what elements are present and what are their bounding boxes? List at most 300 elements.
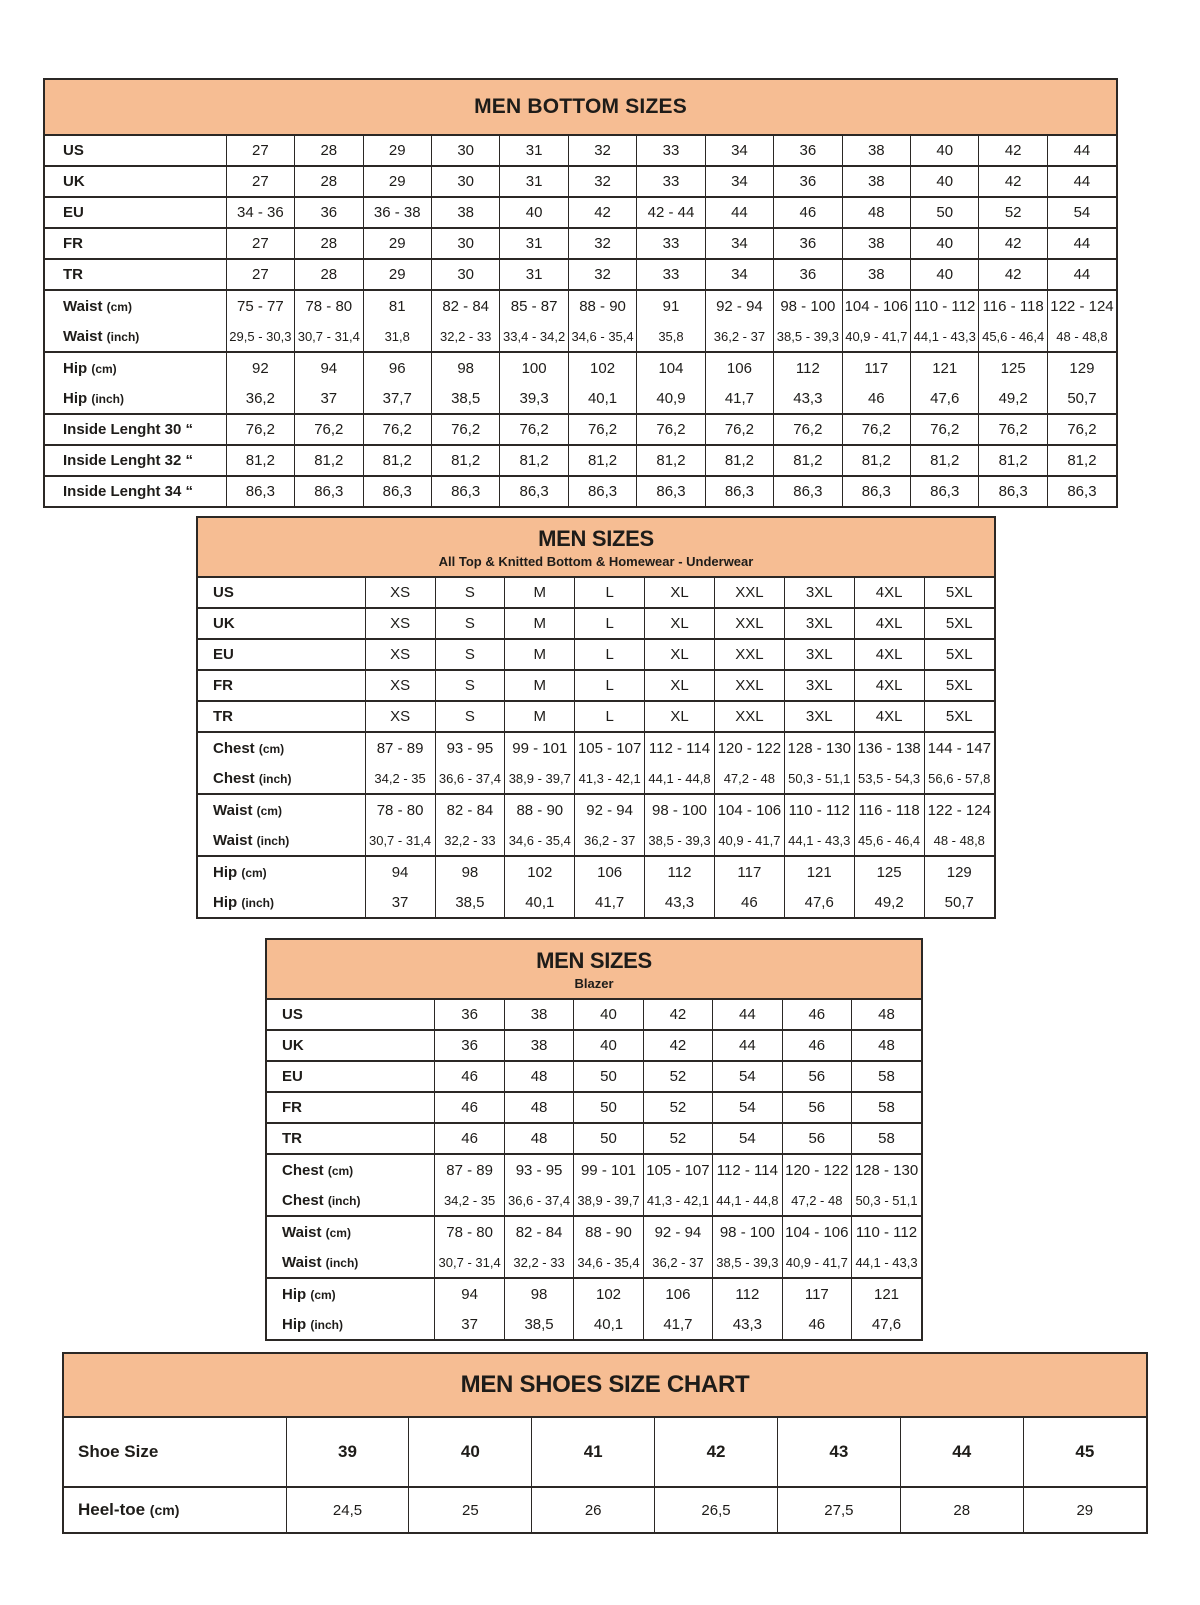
cell-value: 50,7 [924,887,994,917]
cell-value: 42 [979,166,1047,197]
cell-value: 38,5 [504,1309,573,1339]
cell-value: 76,2 [774,414,842,445]
table-row [267,1061,921,1092]
cell-value: 125 [854,856,924,887]
cell-value: 129 [924,856,994,887]
cell-value: XXL [714,639,784,670]
cell-value: 54 [713,1092,782,1123]
cell-value: 76,2 [431,414,499,445]
men-sizes-blazer-grid [267,1000,921,1339]
cell-value: 50 [574,1092,643,1123]
cell-value: 46 [782,1309,851,1339]
cell-value: 48 [504,1123,573,1154]
cell-value: 38 [842,166,910,197]
table-row [198,763,994,794]
cell-value: 56 [782,1061,851,1092]
cell-value: 43,3 [774,383,842,414]
cell-value: 86,3 [637,476,705,506]
cell-value: 44,1 - 44,8 [645,763,715,794]
cell-value: 3XL [784,578,854,608]
cell-value: 44,1 - 43,3 [852,1247,921,1278]
cell-value: 36,6 - 37,4 [504,1185,573,1216]
cell-value: 44,1 - 43,3 [784,825,854,856]
cell-value: 98 [504,1278,573,1309]
cell-value: 105 - 107 [575,732,645,763]
cell-value: 40,9 [637,383,705,414]
cell-value: 38 [504,1030,573,1061]
cell-value: 28 [900,1487,1023,1532]
cell-value: 81,2 [363,445,431,476]
table-row [267,1247,921,1278]
table-row [267,1278,921,1309]
cell-value: 40 [911,259,979,290]
cell-value: 36,2 - 37 [643,1247,712,1278]
cell-value: 92 - 94 [575,794,645,825]
table-row [45,136,1116,166]
table-row [45,321,1116,352]
cell-value: 120 - 122 [714,732,784,763]
cell-value: 87 - 89 [365,732,435,763]
cell-value: 102 [574,1278,643,1309]
cell-value: 28 [295,228,363,259]
cell-value: 98 - 100 [645,794,715,825]
cell-value: 87 - 89 [435,1154,504,1185]
cell-value: 32 [568,136,636,166]
cell-value: 100 [500,352,568,383]
cell-value: 44 [1047,259,1116,290]
row-label: Hip (inch) [213,893,275,911]
row-label: Hip (cm) [198,856,365,887]
row-label: TR [267,1123,435,1154]
cell-value: 47,2 - 48 [714,763,784,794]
cell-value: 81,2 [637,445,705,476]
cell-value: 29 [363,166,431,197]
cell-value: 26,5 [655,1487,778,1532]
cell-value: S [435,578,505,608]
cell-value: 25 [409,1487,532,1532]
cell-value: XL [645,578,715,608]
cell-value: 102 [505,856,575,887]
cell-value: 86,3 [226,476,294,506]
table-row [45,383,1116,414]
cell-value: XS [365,578,435,608]
men-sizes-top-underwear-table [196,516,996,919]
cell-value: 76,2 [1047,414,1116,445]
cell-value: 76,2 [979,414,1047,445]
cell-value: 31,8 [363,321,431,352]
men-sizes-top-underwear-body [198,578,994,917]
cell-value: 40 [911,228,979,259]
row-label: Inside Lenght 34 “ [45,476,226,506]
cell-value: 34 [705,228,773,259]
cell-value: 46 [782,1000,851,1030]
cell-value: M [505,578,575,608]
cell-value: 81,2 [568,445,636,476]
cell-value: 31 [500,228,568,259]
cell-value: 76,2 [226,414,294,445]
cell-value: 91 [637,290,705,321]
men-sizes-blazer-table [265,938,923,1341]
cell-value: 44,1 - 44,8 [713,1185,782,1216]
cell-value: 112 - 114 [645,732,715,763]
cell-value: S [435,608,505,639]
cell-value: 93 - 95 [435,732,505,763]
cell-value: M [505,608,575,639]
row-label: TR [198,701,365,732]
table-row [267,1030,921,1061]
cell-value: 28 [295,259,363,290]
cell-value: 38,5 - 39,3 [713,1247,782,1278]
table-header [198,518,994,578]
cell-value: 47,2 - 48 [782,1185,851,1216]
cell-value: 36 [435,1030,504,1061]
cell-value: 40 [500,197,568,228]
cell-value: 48 [852,1030,921,1061]
table-row [45,166,1116,197]
cell-value: 106 [705,352,773,383]
table-subtitle: Blazer [574,975,614,991]
cell-value: 88 - 90 [574,1216,643,1247]
row-label: Waist (cm) [45,290,226,321]
cell-value: 33 [637,136,705,166]
table-title: MEN BOTTOM SIZES [474,95,687,118]
cell-value: 41,7 [575,887,645,917]
cell-value: 34 [705,136,773,166]
cell-value: 38 [842,228,910,259]
cell-value: 36 [774,166,842,197]
cell-value: 76,2 [295,414,363,445]
cell-value: 32,2 - 33 [431,321,499,352]
table-row [45,414,1116,445]
cell-value: 32,2 - 33 [504,1247,573,1278]
table-row [45,290,1116,321]
table-row [45,259,1116,290]
cell-value: 4XL [854,639,924,670]
cell-value: 40,1 [574,1309,643,1339]
cell-value: 46 [435,1061,504,1092]
cell-value: 81,2 [500,445,568,476]
cell-value: 121 [784,856,854,887]
cell-value: XL [645,639,715,670]
cell-value: 5XL [924,701,994,732]
cell-value: 50 [574,1061,643,1092]
cell-value: 86,3 [431,476,499,506]
row-label: UK [198,608,365,639]
cell-value: 54 [713,1123,782,1154]
row-label: Heel-toe (cm) [64,1487,286,1532]
cell-value: L [575,701,645,732]
cell-value: 37 [435,1309,504,1339]
cell-value: 27,5 [777,1487,900,1532]
row-label: Waist (inch) [282,1253,359,1271]
cell-value: 44 [705,197,773,228]
cell-value: 40 [574,1030,643,1061]
cell-value: 38,9 - 39,7 [505,763,575,794]
cell-value: 34 [705,166,773,197]
cell-value: 110 - 112 [784,794,854,825]
cell-value: 31 [500,136,568,166]
cell-value: 110 - 112 [911,290,979,321]
cell-value: XS [365,608,435,639]
cell-value: 38,5 [435,887,505,917]
cell-value: 81,2 [911,445,979,476]
row-label: EU [198,639,365,670]
cell-value: 81,2 [842,445,910,476]
cell-value: 3XL [784,608,854,639]
cell-value: 36,2 - 37 [705,321,773,352]
cell-value: 50 [574,1123,643,1154]
table-row [64,1418,1146,1487]
cell-value: 88 - 90 [505,794,575,825]
cell-value: L [575,608,645,639]
cell-value: 43,3 [645,887,715,917]
cell-value: 112 - 114 [713,1154,782,1185]
cell-value: 117 [782,1278,851,1309]
cell-value: 122 - 124 [924,794,994,825]
cell-value: 52 [643,1061,712,1092]
cell-value: 31 [500,166,568,197]
cell-value: 5XL [924,578,994,608]
cell-value: 52 [643,1092,712,1123]
cell-value: 81 [363,290,431,321]
cell-value: 129 [1047,352,1116,383]
table-title: MEN SIZES [536,947,652,973]
cell-value: 128 - 130 [852,1154,921,1185]
cell-value: 86,3 [295,476,363,506]
cell-value: 105 - 107 [643,1154,712,1185]
cell-value: 44 [1047,136,1116,166]
cell-value: 38,9 - 39,7 [574,1185,643,1216]
cell-value: 44,1 - 43,3 [911,321,979,352]
cell-value: 48 [842,197,910,228]
cell-value: 120 - 122 [782,1154,851,1185]
cell-value: 112 [774,352,842,383]
cell-value: 117 [714,856,784,887]
cell-value: 42 [655,1418,778,1487]
table-row [198,639,994,670]
cell-value: 46 [435,1092,504,1123]
cell-value: 76,2 [637,414,705,445]
cell-value: 36,6 - 37,4 [435,763,505,794]
cell-value: 5XL [924,608,994,639]
cell-value: XS [365,639,435,670]
cell-value: XXL [714,578,784,608]
cell-value: 76,2 [363,414,431,445]
table-row [267,1216,921,1247]
table-header [45,80,1116,136]
cell-value: 86,3 [911,476,979,506]
cell-value: 76,2 [911,414,979,445]
cell-value: 29 [1023,1487,1146,1532]
cell-value: 40,9 - 41,7 [714,825,784,856]
cell-value: 24,5 [286,1487,409,1532]
cell-value: 78 - 80 [365,794,435,825]
cell-value: 38,5 - 39,3 [645,825,715,856]
cell-value: 81,2 [431,445,499,476]
table-row [45,197,1116,228]
cell-value: 82 - 84 [504,1216,573,1247]
row-label: Shoe Size [78,1442,159,1461]
cell-value: 81,2 [1047,445,1116,476]
cell-value: 81,2 [295,445,363,476]
table-row [267,1309,921,1339]
cell-value: 34 [705,259,773,290]
cell-value: 50 [911,197,979,228]
cell-value: 81,2 [774,445,842,476]
cell-value: 53,5 - 54,3 [854,763,924,794]
cell-value: XS [365,701,435,732]
cell-value: 37 [295,383,363,414]
cell-value: 76,2 [568,414,636,445]
cell-value: 104 [637,352,705,383]
cell-value: 38 [504,1000,573,1030]
cell-value: 28 [295,166,363,197]
cell-value: 36,2 - 37 [575,825,645,856]
cell-value: 92 [226,352,294,383]
cell-value: 32,2 - 33 [435,825,505,856]
cell-value: 117 [842,352,910,383]
cell-value: 36 [435,1000,504,1030]
cell-value: 40 [574,1000,643,1030]
cell-value: 110 - 112 [852,1216,921,1247]
cell-value: 34,6 - 35,4 [574,1247,643,1278]
table-row [267,1185,921,1216]
cell-value: L [575,639,645,670]
cell-value: 92 - 94 [643,1216,712,1247]
cell-value: 29 [363,136,431,166]
cell-value: 30,7 - 31,4 [365,825,435,856]
cell-value: 98 - 100 [774,290,842,321]
table-row [198,608,994,639]
cell-value: 36 [774,136,842,166]
cell-value: 30,7 - 31,4 [295,321,363,352]
row-label: US [63,142,84,159]
cell-value: L [575,670,645,701]
cell-value: 122 - 124 [1047,290,1116,321]
cell-value: 42 [979,259,1047,290]
table-row [267,1000,921,1030]
cell-value: 98 - 100 [713,1216,782,1247]
cell-value: 38,5 - 39,3 [774,321,842,352]
cell-value: 30,7 - 31,4 [435,1247,504,1278]
table-row [198,794,994,825]
cell-value: 54 [1047,197,1116,228]
cell-value: 38 [842,259,910,290]
cell-value: 30 [431,136,499,166]
cell-value: 33,4 - 34,2 [500,321,568,352]
cell-value: 44 [900,1418,1023,1487]
cell-value: 86,3 [774,476,842,506]
cell-value: 48 [852,1000,921,1030]
cell-value: 33 [637,166,705,197]
row-label: US [282,1006,303,1023]
cell-value: 50,3 - 51,1 [852,1185,921,1216]
cell-value: 34,2 - 35 [365,763,435,794]
cell-value: 39,3 [500,383,568,414]
men-shoes-size-chart-body [64,1418,1146,1532]
men-shoes-size-chart-grid [64,1418,1146,1532]
cell-value: 112 [645,856,715,887]
cell-value: 99 - 101 [505,732,575,763]
cell-value: 92 - 94 [705,290,773,321]
cell-value: 52 [643,1123,712,1154]
table-row [45,476,1116,506]
cell-value: 40,9 - 41,7 [842,321,910,352]
cell-value: 42 [568,197,636,228]
cell-value: 94 [365,856,435,887]
cell-value: 94 [435,1278,504,1309]
table-row [45,352,1116,383]
cell-value: 34,6 - 35,4 [505,825,575,856]
cell-value: 48 - 48,8 [1047,321,1116,352]
cell-value: 76,2 [705,414,773,445]
cell-value: 36 [774,259,842,290]
cell-value: 81,2 [705,445,773,476]
table-row [198,701,994,732]
cell-value: 47,6 [852,1309,921,1339]
cell-value: 38 [431,197,499,228]
cell-value: 56,6 - 57,8 [924,763,994,794]
cell-value: 36,2 [226,383,294,414]
row-label: UK [45,166,226,197]
cell-value: 86,3 [1047,476,1116,506]
cell-value: 4XL [854,701,924,732]
cell-value: 27 [226,259,294,290]
cell-value: 112 [713,1278,782,1309]
cell-value: 41 [532,1418,655,1487]
cell-value: 82 - 84 [431,290,499,321]
row-label: EU [267,1061,435,1092]
cell-value: 40,9 - 41,7 [782,1247,851,1278]
row-label: TR [45,259,226,290]
cell-value: 50,7 [1047,383,1116,414]
cell-value: 121 [852,1278,921,1309]
cell-value: 36 [774,228,842,259]
men-sizes-top-underwear-grid [198,578,994,917]
cell-value: 78 - 80 [295,290,363,321]
cell-value: 50,3 - 51,1 [784,763,854,794]
cell-value: XL [645,608,715,639]
cell-value: 48 - 48,8 [924,825,994,856]
cell-value: 56 [782,1123,851,1154]
cell-value: 29 [363,228,431,259]
cell-value: 54 [713,1061,782,1092]
cell-value: 32 [568,228,636,259]
cell-value: 76,2 [500,414,568,445]
table-header [267,940,921,1000]
cell-value: 82 - 84 [435,794,505,825]
cell-value: 35,8 [637,321,705,352]
cell-value: 30 [431,259,499,290]
cell-value: 5XL [924,639,994,670]
table-subtitle: All Top & Knitted Bottom & Homewear - Underwear [438,553,754,569]
table-row [267,1123,921,1154]
cell-value: M [505,701,575,732]
cell-value: 38 [842,136,910,166]
row-label: Chest (inch) [213,769,292,787]
cell-value: 32 [568,166,636,197]
cell-value: 48 [504,1092,573,1123]
cell-value: 86,3 [568,476,636,506]
cell-value: 78 - 80 [435,1216,504,1247]
cell-value: M [505,670,575,701]
cell-value: 32 [568,259,636,290]
cell-value: L [575,578,645,608]
men-bottom-sizes-body [45,136,1116,506]
cell-value: 116 - 118 [979,290,1047,321]
table-row [64,1487,1146,1532]
cell-value: 26 [532,1487,655,1532]
